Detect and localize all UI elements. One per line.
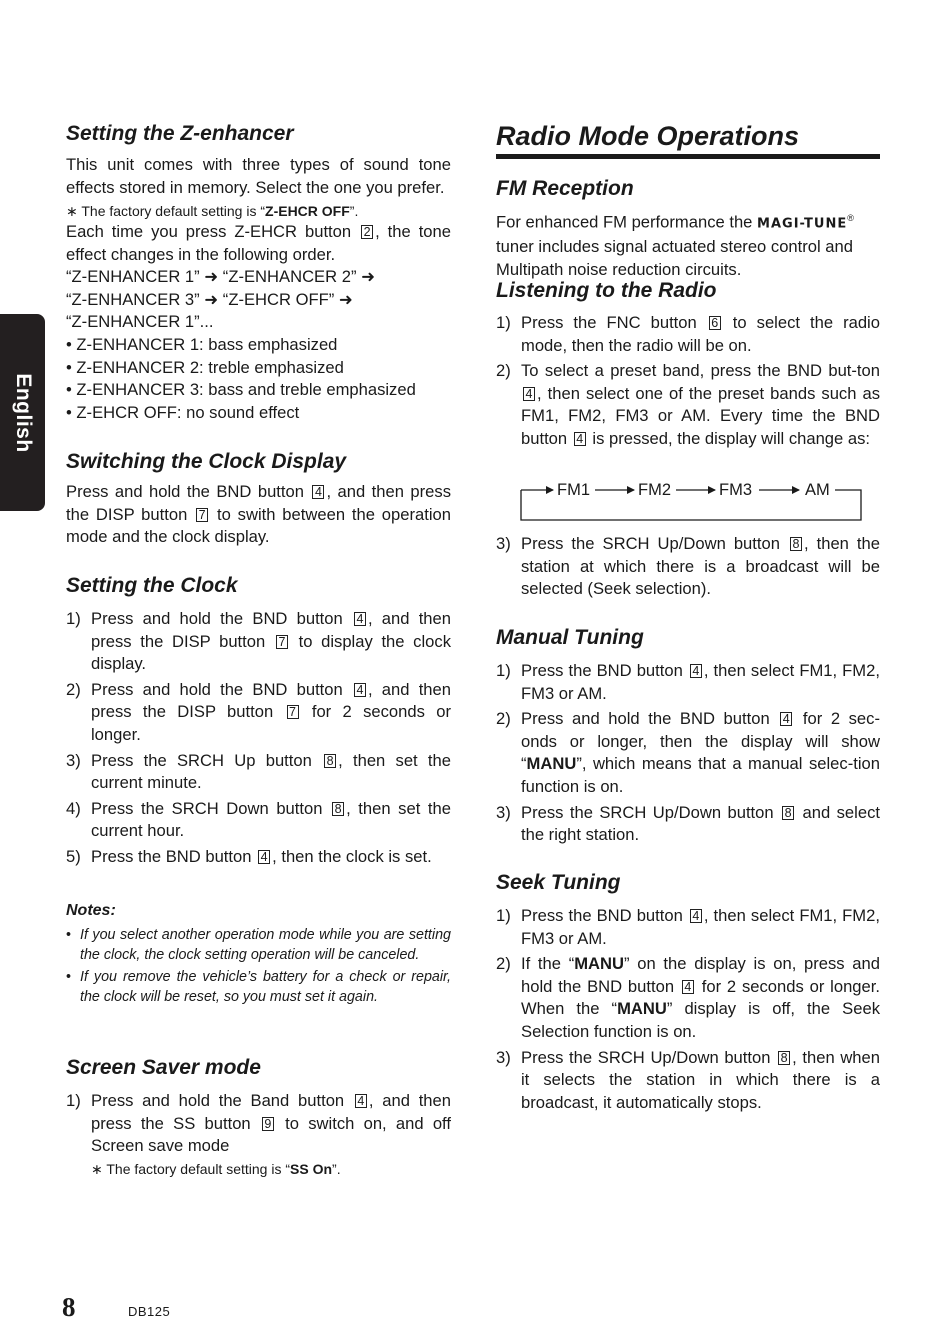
list-item bbox=[496, 953, 880, 1043]
zenhancer-default-prefix: ∗ The factory default setting is “ bbox=[66, 203, 266, 219]
zenhancer-seq-line-1: “Z-ENHANCER 1” ➜ “Z-ENHANCER 2” ➜ bbox=[66, 267, 375, 286]
bullet-icon: • bbox=[66, 927, 72, 943]
step-number: 3) bbox=[66, 750, 81, 770]
step-number: 5) bbox=[66, 846, 81, 866]
button-number-badge: 4 bbox=[574, 432, 586, 446]
text-run: , then the clock is set. bbox=[272, 846, 432, 866]
zenhancer-each-b: , the tone effect changes in the following order. bbox=[66, 222, 451, 264]
list-item: • Z-ENHANCER 2: treble emphasized bbox=[66, 357, 344, 377]
text-run: to swith between the operation mode and the clock display. bbox=[66, 504, 451, 547]
zenhancer-seq-line-2: “Z-ENHANCER 3” ➜ “Z-EHCR OFF” ➜ bbox=[66, 289, 353, 309]
button-number-badge: 4 bbox=[354, 683, 366, 697]
list-item bbox=[66, 750, 451, 795]
zenhancer-each-a: Each time you press Z-EHCR button bbox=[66, 222, 352, 241]
manual-tuning-heading: Manual Tuning bbox=[496, 626, 644, 649]
list-item bbox=[496, 533, 880, 601]
text-run: , then set the current minute. bbox=[91, 750, 451, 793]
notes-heading: Notes: bbox=[66, 902, 116, 919]
list-item bbox=[496, 1047, 880, 1115]
notes-list bbox=[66, 926, 451, 1010]
language-tab bbox=[0, 314, 45, 511]
zenhancer-seq-line-3: “Z-ENHANCER 1”... bbox=[66, 312, 214, 332]
step-number: 1) bbox=[496, 906, 511, 925]
text-run: Press the BND button bbox=[91, 846, 252, 866]
text-run: Press the BND button bbox=[521, 906, 683, 925]
text-run: , then when it selects the station in which there is a broadcast, it automatically stops. bbox=[521, 1047, 880, 1112]
listening-steps-cont bbox=[496, 533, 880, 604]
list-item bbox=[66, 1090, 451, 1158]
list-item bbox=[496, 802, 880, 847]
manu-label: MANU bbox=[574, 954, 625, 974]
step-number: 1) bbox=[66, 609, 81, 628]
manu-label: MANU bbox=[617, 999, 667, 1019]
text-run: , then the station at which there is a broadcast will be selected (Seek selection). bbox=[521, 534, 880, 599]
text-run: ” display is off, the Seek Selection function is on. bbox=[521, 999, 880, 1041]
text-run: Press and hold the BND button bbox=[521, 709, 770, 729]
text-run: ”. bbox=[332, 1161, 341, 1177]
list-item bbox=[496, 360, 880, 450]
zenhancer-intro: This unit comes with three types of sound tone effects stored in memory. Select the one you prefer. bbox=[66, 155, 451, 197]
band-cycle-diagram bbox=[515, 476, 865, 524]
button-number-badge: 4 bbox=[258, 850, 270, 864]
button-number-badge: 4 bbox=[690, 664, 702, 678]
text-run: ” on the display is on, press and hold the BND button bbox=[521, 954, 880, 996]
text-run: , and then press the SS button bbox=[91, 1091, 451, 1133]
zenhancer-bullets bbox=[66, 334, 451, 424]
band-fm3-label: FM3 bbox=[719, 481, 752, 499]
band-am-label: AM bbox=[805, 481, 830, 499]
step-number: 2) bbox=[496, 709, 511, 729]
screen-saver-heading: Screen Saver mode bbox=[66, 1056, 261, 1079]
text-run: To select a preset band, press the BND but-ton bbox=[521, 361, 880, 381]
magi-tune-logo: MAGI-TUNE bbox=[757, 216, 848, 232]
radio-mode-heading: Radio Mode Operations bbox=[496, 121, 800, 151]
text-run: Press the SRCH Up button bbox=[91, 750, 312, 770]
step-number: 3) bbox=[496, 802, 511, 822]
text-run: , then select one of the preset bands such as FM1, FM2, FM3 or AM. Every time the BND button bbox=[521, 383, 880, 448]
registered-mark: ® bbox=[847, 213, 854, 223]
text-run: for 2 sec-onds or longer, then the display will show “ bbox=[521, 709, 880, 774]
button-number-badge: 4 bbox=[523, 387, 535, 401]
note-text: If you remove the vehicle’s battery for a check or repair, the clock will be reset, so you must set it again. bbox=[80, 969, 451, 1005]
text-run: and select the right station. bbox=[521, 802, 880, 845]
button-number-badge: 8 bbox=[790, 537, 802, 551]
list-item bbox=[66, 679, 451, 747]
text-run: to switch on, and off Screen save mode bbox=[91, 1113, 451, 1156]
text-run: Press and hold the BND button bbox=[91, 679, 343, 699]
list-item bbox=[66, 846, 451, 869]
band-fm2-label: FM2 bbox=[638, 481, 671, 499]
list-item: • Z-EHCR OFF: no sound effect bbox=[66, 402, 300, 422]
clock-display-heading: Switching the Clock Display bbox=[66, 450, 347, 473]
manual-tuning-steps bbox=[496, 660, 880, 850]
text-run: tuner includes signal actuated stereo control and Multipath noise reduction circuits. bbox=[496, 237, 853, 279]
zenhancer-sequence bbox=[66, 266, 451, 334]
text-run: , and then press the DISP button bbox=[91, 609, 451, 651]
listening-steps bbox=[496, 312, 880, 454]
text-run: Press the BND button bbox=[521, 661, 683, 680]
list-item bbox=[496, 660, 880, 705]
text-run: , then select FM1, FM2, FM3 or AM. bbox=[521, 661, 880, 703]
text-run: Press and hold the Band button bbox=[91, 1091, 345, 1110]
text-run: Press and hold the BND button bbox=[91, 609, 343, 628]
text-run: ∗ The factory default setting is “ bbox=[91, 1161, 291, 1177]
list-item bbox=[496, 312, 880, 357]
note-text: If you select another operation mode while you are setting the clock, the clock setting operation will be canceled. bbox=[80, 927, 451, 963]
list-item: • Z-ENHANCER 1: bass emphasized bbox=[66, 335, 338, 354]
zenhancer-default-note bbox=[66, 201, 451, 221]
step-number: 3) bbox=[496, 1047, 511, 1067]
setting-clock-steps bbox=[66, 608, 451, 872]
text-run: Press the SRCH Up/Down button bbox=[521, 534, 780, 553]
fm-reception-text bbox=[496, 207, 880, 281]
step-number: 1) bbox=[496, 661, 511, 680]
text-run: for 2 seconds or longer. bbox=[91, 702, 451, 744]
fm-reception-heading: FM Reception bbox=[496, 177, 634, 200]
manu-label: MANU bbox=[526, 754, 577, 774]
zenhancer-heading: Setting the Z-enhancer bbox=[66, 122, 294, 145]
text-run: ”, which means that a manual selec-tion function is on. bbox=[521, 754, 880, 796]
list-item bbox=[496, 708, 880, 798]
text-run: for 2 seconds or longer. When the “ bbox=[521, 976, 880, 1019]
ss-default-value: SS On bbox=[290, 1161, 333, 1177]
button-number-badge: 8 bbox=[782, 806, 794, 820]
button-number-badge: 7 bbox=[276, 635, 288, 649]
button-number-badge: 6 bbox=[709, 316, 721, 330]
seek-tuning-steps bbox=[496, 905, 880, 1117]
step-number: 2) bbox=[66, 679, 81, 699]
bullet-icon: • bbox=[66, 969, 72, 985]
text-run: , and then press the DISP button bbox=[66, 482, 451, 524]
text-run: Press the SRCH Up/Down button bbox=[521, 802, 774, 822]
button-number-badge: 7 bbox=[287, 705, 299, 719]
list-item bbox=[66, 608, 451, 676]
text-run: If the “ bbox=[521, 954, 575, 974]
screen-saver-default-note bbox=[91, 1159, 451, 1179]
listening-heading: Listening to the Radio bbox=[496, 279, 717, 302]
step-number: 2) bbox=[496, 361, 511, 381]
button-number-badge: 7 bbox=[196, 508, 208, 522]
seek-tuning-heading: Seek Tuning bbox=[496, 871, 621, 894]
text-run: to select the radio mode, then the radio will be on. bbox=[521, 313, 880, 355]
button-number-badge: 4 bbox=[690, 909, 702, 923]
step-number: 1) bbox=[496, 313, 511, 332]
step-number: 3) bbox=[496, 534, 511, 553]
list-item: • Z-ENHANCER 3: bass and treble emphasized bbox=[66, 380, 416, 400]
language-tab-label: English bbox=[11, 372, 35, 453]
text-run: , and then press the DISP button bbox=[91, 679, 451, 722]
text-run: , then set the current hour. bbox=[91, 798, 451, 841]
text-run: to display the clock display. bbox=[91, 631, 451, 674]
clock-display-text bbox=[66, 481, 451, 549]
button-number-badge: 9 bbox=[262, 1117, 274, 1131]
button-number-badge: 8 bbox=[778, 1051, 790, 1065]
setting-clock-heading: Setting the Clock bbox=[66, 574, 238, 597]
list-item bbox=[66, 926, 451, 965]
zenhancer-default-suffix: ”. bbox=[349, 203, 359, 219]
screen-saver-steps bbox=[66, 1090, 451, 1161]
text-run: Press the FNC button bbox=[521, 313, 697, 332]
button-number-badge: 4 bbox=[780, 712, 792, 726]
button-number-badge: 2 bbox=[361, 225, 373, 239]
zenhancer-each-text bbox=[66, 221, 451, 266]
band-fm1-label: FM1 bbox=[557, 481, 590, 499]
button-number-badge: 4 bbox=[354, 612, 366, 626]
model-code: DB125 bbox=[128, 1304, 171, 1319]
text-run: , then select FM1, FM2, FM3 or AM. bbox=[521, 906, 880, 948]
text-run: is pressed, the display will change as: bbox=[587, 428, 871, 448]
step-number: 4) bbox=[66, 798, 81, 818]
text-run: For enhanced FM performance the bbox=[496, 212, 753, 232]
button-number-badge: 8 bbox=[332, 802, 344, 816]
step-number: 1) bbox=[66, 1091, 81, 1110]
button-number-badge: 4 bbox=[682, 980, 694, 994]
button-number-badge: 4 bbox=[355, 1094, 367, 1108]
step-number: 2) bbox=[496, 954, 511, 974]
text-run: Press the SRCH Up/Down button bbox=[521, 1047, 771, 1067]
heading-rule bbox=[496, 154, 880, 159]
zenhancer-default-value: Z-EHCR OFF bbox=[265, 203, 350, 219]
list-item bbox=[66, 798, 451, 843]
button-number-badge: 8 bbox=[324, 754, 336, 768]
list-item bbox=[66, 968, 451, 1007]
button-number-badge: 4 bbox=[312, 485, 324, 499]
list-item bbox=[496, 905, 880, 950]
page-number: 8 bbox=[62, 1292, 76, 1322]
text-run: Press and hold the BND button bbox=[66, 482, 304, 501]
text-run: Press the SRCH Down button bbox=[91, 798, 323, 818]
